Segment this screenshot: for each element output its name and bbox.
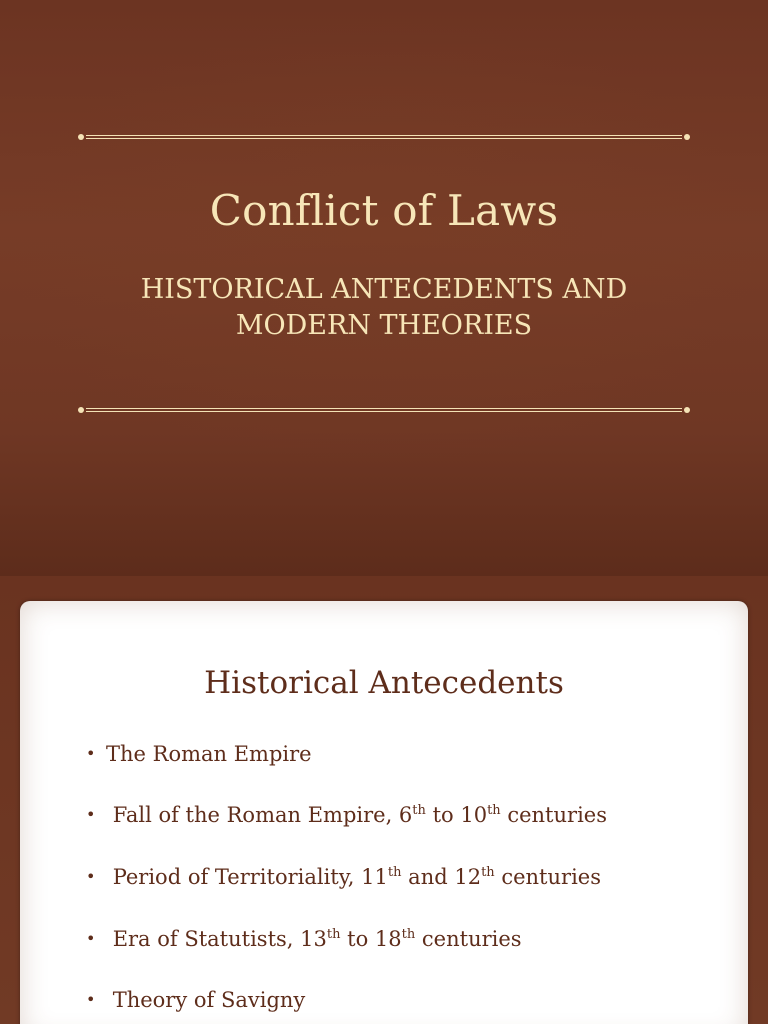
bullet-icon: • (86, 990, 96, 1009)
bullet-item: • Era of Statutists, 13th to 18th centuries (86, 927, 522, 951)
slide-subtitle (84, 272, 684, 344)
rule-dot-icon (78, 134, 84, 140)
bullet-icon: • (86, 867, 96, 886)
decorative-rule-bottom (78, 406, 690, 414)
decorative-rule-top (78, 133, 690, 141)
bullet-item: • The Roman Empire (86, 742, 312, 766)
rule-dot-icon (684, 134, 690, 140)
subtitle-line-2: MODERN THEORIES (235, 310, 533, 341)
bullet-item: • Fall of the Roman Empire, 6th to 10th centuries (86, 803, 607, 827)
bullet-item: • Period of Territoriality, 11th and 12th centuries (86, 865, 601, 889)
section-heading: Historical Antecedents (204, 665, 564, 701)
bullet-icon: • (86, 744, 96, 763)
bullet-icon: • (86, 805, 96, 824)
rule-dot-icon (684, 407, 690, 413)
slide-title: Conflict of Laws (209, 186, 559, 235)
bullet-item: • Theory of Savigny (86, 988, 306, 1012)
bullet-icon: • (86, 929, 96, 948)
rule-dot-icon (78, 407, 84, 413)
subtitle-line-1: HISTORICAL ANTECEDENTS AND (140, 274, 628, 305)
